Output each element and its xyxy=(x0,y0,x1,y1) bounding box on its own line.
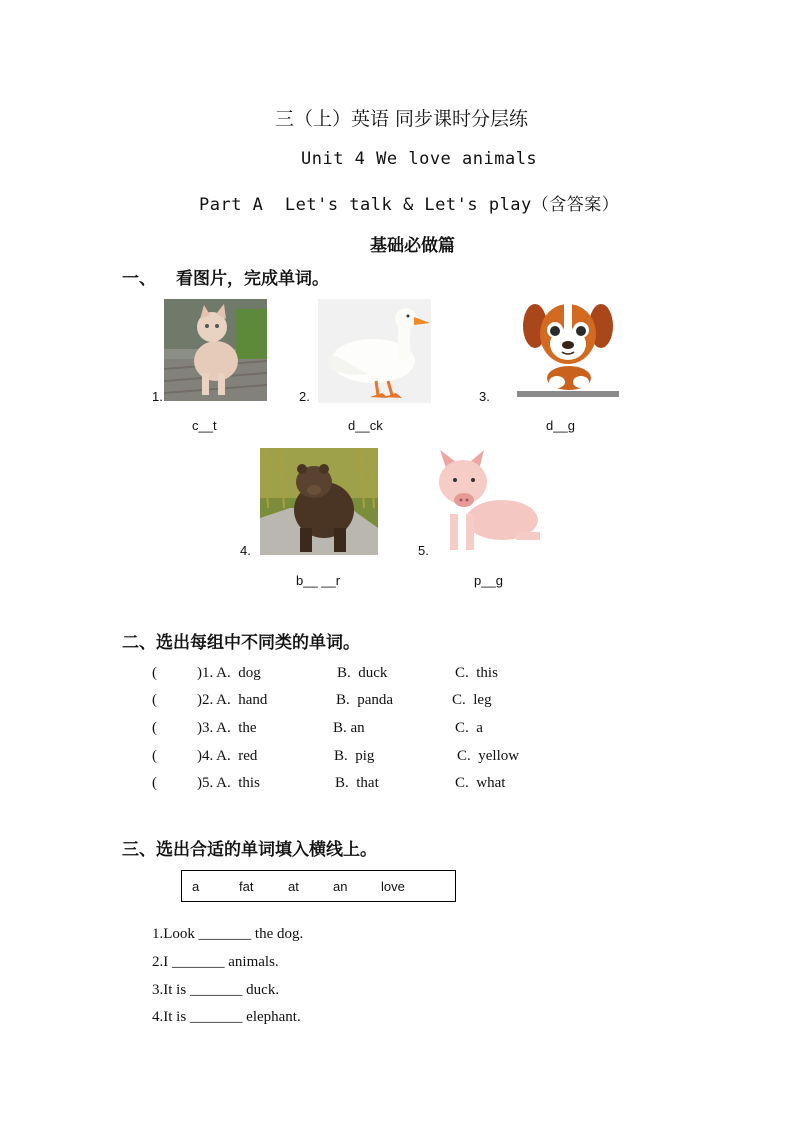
row1-option-a: )1. A. dog xyxy=(197,665,261,681)
row2-option-b: B. panda xyxy=(336,692,394,708)
section1-number: 一、 xyxy=(122,269,156,289)
duck-photo-icon xyxy=(318,299,431,403)
item4-word: b__ __r xyxy=(296,573,341,588)
row4-option-a: )4. A. red xyxy=(197,748,258,764)
item3-number: 3. xyxy=(479,389,490,404)
item2-word: d__ck xyxy=(348,418,383,433)
fill-sentence-4: 4.It is _______ elephant. xyxy=(152,1009,301,1025)
row1-paren: ( xyxy=(152,665,157,681)
word-bank-word: fat xyxy=(239,879,254,894)
puppy-cartoon-icon xyxy=(517,294,619,397)
item2-number: 2. xyxy=(299,389,310,404)
item3-word: d__g xyxy=(546,418,575,433)
row5-option-b: B. that xyxy=(335,775,379,791)
row4-option-b: B. pig xyxy=(334,748,375,764)
item1-word: c__t xyxy=(192,418,217,433)
row5-option-a: )5. A. this xyxy=(197,775,260,791)
bear-photo-icon xyxy=(260,448,378,555)
row1-option-b: B. duck xyxy=(337,665,388,681)
row2-option-c: C. leg xyxy=(452,692,492,708)
piglet-photo-icon xyxy=(428,444,545,556)
row2-option-a: )2. A. hand xyxy=(197,692,268,708)
word-bank-box xyxy=(181,870,456,902)
cat-photo-icon xyxy=(164,299,267,401)
worksheet-title: 三（上）英语 同步课时分层练 xyxy=(275,108,529,130)
part-title: Part A Let's talk & Let's play（含答案） xyxy=(199,195,620,215)
row5-paren: ( xyxy=(152,775,157,791)
section2-heading: 二、选出每组中不同类的单词。 xyxy=(122,633,360,653)
item5-number: 5. xyxy=(418,543,429,558)
item4-number: 4. xyxy=(240,543,251,558)
row2-paren: ( xyxy=(152,692,157,708)
fill-sentence-3: 3.It is _______ duck. xyxy=(152,982,280,998)
row1-option-c: C. this xyxy=(455,665,498,681)
word-bank-word: an xyxy=(333,879,348,894)
item5-word: p__g xyxy=(474,573,503,588)
row4-paren: ( xyxy=(152,748,157,764)
word-bank-word: love xyxy=(381,879,405,894)
unit-title: Unit 4 We love animals xyxy=(301,149,538,169)
section3-heading: 三、选出合适的单词填入横线上。 xyxy=(122,840,377,860)
row4-option-c: C. yellow xyxy=(457,748,520,764)
section1-heading: 看图片，完成单词。 xyxy=(176,269,329,289)
word-bank-word: at xyxy=(288,879,299,894)
row5-option-c: C. what xyxy=(455,775,506,791)
row3-option-b: B. an xyxy=(333,720,365,736)
row3-option-a: )3. A. the xyxy=(197,720,257,736)
fill-sentence-2: 2.I _______ animals. xyxy=(152,954,279,970)
fill-sentence-1: 1.Look _______ the dog. xyxy=(152,926,304,942)
item1-number: 1. xyxy=(152,389,163,404)
word-bank-word: a xyxy=(192,879,200,894)
row3-paren: ( xyxy=(152,720,157,736)
level-label: 基础必做篇 xyxy=(370,236,455,256)
row3-option-c: C. a xyxy=(455,720,483,736)
